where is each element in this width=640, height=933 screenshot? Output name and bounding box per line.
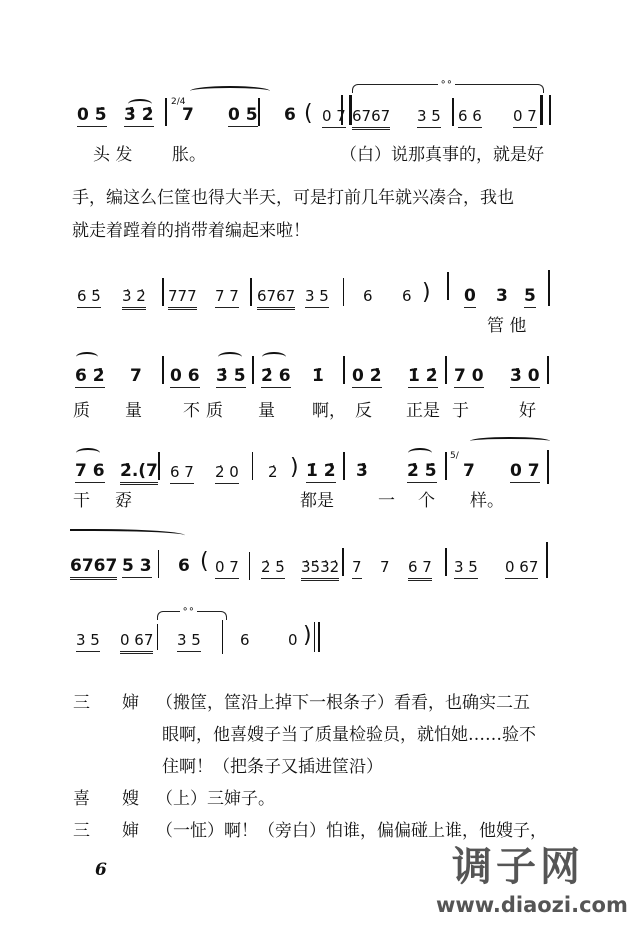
- grace-note: 2/4: [171, 97, 186, 107]
- mark: ∘∘: [182, 604, 195, 615]
- note: 7: [380, 558, 390, 576]
- note: 7 0: [454, 366, 484, 386]
- barline: [343, 278, 344, 306]
- barline: [162, 278, 164, 306]
- note: 3̇ 5̇: [216, 366, 246, 386]
- lyric: 正是: [406, 401, 440, 421]
- note: 0 2̇: [352, 366, 382, 386]
- note: 0 7: [513, 106, 537, 128]
- note: 3 5: [454, 557, 478, 579]
- barline: [157, 624, 158, 650]
- barline: [546, 542, 548, 578]
- slur: [76, 448, 100, 458]
- lyric: 啊，: [312, 401, 346, 421]
- note: 3̇ 0: [510, 366, 540, 386]
- mark: ∘∘: [440, 77, 453, 88]
- lyric: （白）说那真事的，就是好: [340, 145, 544, 165]
- note: 0 5: [228, 105, 258, 125]
- note: 7: [463, 461, 475, 481]
- barline: [447, 272, 449, 300]
- watermark-title: 调子网: [452, 844, 584, 890]
- speech-line: 手，编这么仨筐也得大半天，可是打前几年就兴凑合，我也: [72, 188, 514, 208]
- lyric: 干: [73, 491, 90, 511]
- barline: [445, 356, 447, 384]
- note: 0 67: [505, 557, 538, 579]
- note: 6 7: [170, 462, 194, 484]
- lyric: 孬: [115, 491, 132, 511]
- note: 3: [496, 286, 508, 306]
- slur: [218, 352, 242, 362]
- speaker-char: 婶: [122, 693, 139, 713]
- barline: [445, 452, 447, 480]
- speaker-char: 婶: [122, 821, 139, 841]
- note: 5 3: [122, 556, 152, 576]
- note: 6: [402, 287, 412, 305]
- barline: [252, 356, 254, 384]
- note: 7: [352, 557, 362, 579]
- repeat-start-barline: [341, 95, 352, 125]
- note: 3̇5̇3̇2̇: [301, 557, 339, 581]
- lyric: 好: [519, 401, 536, 421]
- lyric: 头 发: [93, 145, 133, 165]
- note: 6: [363, 287, 373, 305]
- note: 0: [288, 631, 298, 649]
- lyric: 反: [355, 401, 372, 421]
- note: 6 6: [458, 106, 482, 128]
- note: 0 7: [322, 106, 346, 128]
- barline: [252, 452, 253, 480]
- speech-line: 就走着蹚着的捎带着编起来啦！: [72, 221, 310, 241]
- note: 6767: [352, 106, 390, 130]
- dialogue-line: （搬筐，筐沿上掉下一根条子）看看，也确实二五: [156, 693, 530, 713]
- note: 1̇: [312, 366, 324, 386]
- note: 1̇ 2̇: [408, 366, 438, 386]
- paren: ): [290, 455, 299, 480]
- slur: [408, 448, 432, 458]
- slur: [70, 529, 185, 537]
- note: 2̇ 0: [215, 462, 239, 484]
- note: 777: [168, 286, 197, 310]
- lyric: 不: [183, 401, 200, 421]
- slur: [262, 352, 286, 362]
- barline: [250, 278, 252, 306]
- note: 2̇: [268, 463, 278, 481]
- barline: [343, 452, 345, 480]
- note: 3 5: [76, 630, 100, 652]
- note: 2̇ 5̇: [407, 461, 437, 481]
- dialogue-line: 住啊！（把条子又插进筐沿）: [162, 757, 383, 777]
- lyric: 一: [378, 491, 395, 511]
- note: 6 5̇: [77, 286, 101, 308]
- note: 0 7: [510, 461, 540, 481]
- paren: ): [422, 280, 431, 305]
- note: 2̇ 5̇: [261, 557, 285, 579]
- lyric: 于: [452, 401, 469, 421]
- note: 2̇ 6: [261, 366, 291, 386]
- paren: (: [304, 101, 313, 126]
- barline: [158, 452, 160, 480]
- note: 7: [182, 105, 194, 125]
- note: 3 5: [177, 630, 201, 652]
- barline: [258, 98, 260, 126]
- lyric: 个: [418, 491, 435, 511]
- note: 0 67: [120, 630, 153, 654]
- note: 3 5: [305, 286, 329, 308]
- note: 3 5: [417, 106, 441, 128]
- dialogue-line: （上）三婶子。: [156, 789, 275, 809]
- dialogue-line: 眼啊，他喜嫂子当了质量检验员，就怕她……验不: [162, 725, 536, 745]
- lyric: 胀。: [172, 145, 206, 165]
- lyric: 管 他: [487, 316, 527, 336]
- lyric: 量: [125, 401, 142, 421]
- barline: [162, 356, 164, 384]
- barline: [547, 450, 549, 484]
- note: 3̇ 2̇: [122, 286, 146, 310]
- speaker-char: 喜: [73, 789, 90, 809]
- note: 7: [130, 366, 142, 386]
- slur: [190, 86, 270, 96]
- lyric: 都是: [300, 491, 334, 511]
- watermark-url: www.diaozi.com: [436, 893, 628, 917]
- speaker-char: 三: [73, 821, 90, 841]
- barline: [158, 550, 159, 578]
- end-barline: [314, 622, 320, 652]
- barline: [342, 548, 344, 576]
- barline: [222, 620, 223, 654]
- speaker-char: 嫂: [122, 789, 139, 809]
- lyric: 量: [258, 401, 275, 421]
- slur: [76, 352, 98, 362]
- paren: (: [200, 549, 209, 574]
- barline: [343, 356, 345, 384]
- note: 3̇ 2̇: [124, 105, 154, 125]
- note: 6: [178, 556, 190, 576]
- barline: [445, 548, 447, 576]
- note: 6767: [257, 286, 295, 310]
- note: 2̇.(7: [120, 461, 158, 485]
- barline: [547, 356, 549, 384]
- note: 0: [464, 286, 476, 306]
- barline: [165, 98, 167, 126]
- note: 5: [524, 286, 536, 306]
- note: 0 6: [170, 366, 200, 386]
- grace-note: 5/: [450, 451, 459, 461]
- repeat-end-barline: [540, 95, 551, 125]
- lyric: 样。: [470, 491, 504, 511]
- lyric: 质: [73, 401, 90, 421]
- note: 1̇ 2̇: [306, 461, 336, 481]
- note: 6: [284, 105, 296, 125]
- speaker-char: 三: [73, 693, 90, 713]
- note: 6 7: [408, 557, 432, 581]
- note: 7 7: [215, 286, 239, 308]
- note: 7 6: [75, 461, 105, 481]
- slur: [470, 437, 550, 445]
- note: 6: [240, 631, 250, 649]
- dialogue-line: （一怔）啊！（旁白）怕谁，偏偏碰上谁，他嫂子，: [156, 821, 547, 841]
- note: 6 2̇: [75, 366, 105, 386]
- note: 0 5̇: [77, 105, 107, 125]
- note: 6767: [70, 556, 117, 580]
- barline: [452, 98, 454, 126]
- note: 3̇: [356, 461, 368, 481]
- barline: [249, 552, 250, 580]
- page-number: 6: [95, 860, 107, 880]
- note: 0 7: [215, 557, 239, 579]
- barline: [548, 270, 550, 306]
- lyric: 质: [206, 401, 223, 421]
- paren: ): [303, 623, 312, 648]
